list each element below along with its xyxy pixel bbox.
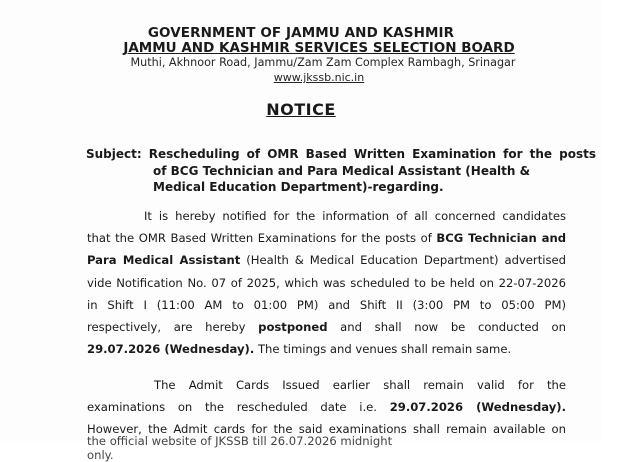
para1-text-3b: (Health & Medical Education Department) advertised [240,253,566,268]
subject-block [86,146,596,196]
header-board-name: JAMMU AND KASHMIR SERVICES SELECTION BOARD [123,40,515,56]
para2-line-4-cropped: the official website of JKSSB till 26.07.2026 midnight only. [87,434,393,462]
para1-line-2 [87,227,566,249]
para1-text-1: It is hereby notified for the information of all concerned candidates [144,209,566,223]
para2-bold-date: 29.07.2026 (Wednesday). [389,400,566,415]
para2-line-2 [87,396,566,418]
para1-line-4: vide Notification No. 07 of 2025, which was scheduled to be held on 22-07-2026 [87,275,566,290]
para1-line-5: in Shift I (11:00 AM to 01:00 PM) and Shift II (3:00 PM to 05:00 PM) [87,297,566,312]
para1-text-6a: respectively, are hereby [87,320,259,335]
para2-line-3: However, the Admit cards for the said examinations shall remain available on [87,422,566,437]
header-government: GOVERNMENT OF JAMMU AND KASHMIR [147,25,455,41]
para1-bold-post-2: Para Medical Assistant [87,253,241,268]
header-website-link[interactable]: www.jkssb.nic.in [273,71,365,84]
para1-bold-date: 29.07.2026 (Wednesday). [87,342,255,357]
para1-text-6c: and shall now be conducted on [327,320,566,335]
para1-bold-postponed: postponed [258,320,328,335]
para2-text-1: The Admit Cards Issued earlier shall remain valid for the [154,378,566,392]
header-address: Muthi, Akhnoor Road, Jammu/Zam Zam Complex Rambagh, Srinagar [130,56,516,69]
notice-title: NOTICE [266,100,336,119]
para1-line-6 [87,316,566,338]
para1-line-3 [87,249,566,271]
para1-text-7b: The timings and venues shall remain same. [254,342,512,357]
para2-text-2a: examinations on the rescheduled date i.e. [87,400,390,415]
para1-text-2a: that the OMR Based Written Examinations for the posts of [87,231,437,246]
subject-line-3: Medical Education Department)-regarding. [153,180,444,194]
paragraph-1 [87,205,566,360]
subject-line-2: of BCG Technician and Para Medical Assistant (Health & [153,163,531,178]
para1-line-1 [87,205,566,227]
para1-line-7 [87,338,566,360]
subject-line-1: Subject: Rescheduling of OMR Based Written Examination for the posts [86,147,596,161]
para1-bold-post-1: BCG Technician and [436,231,566,246]
para2-line-1 [87,374,566,396]
